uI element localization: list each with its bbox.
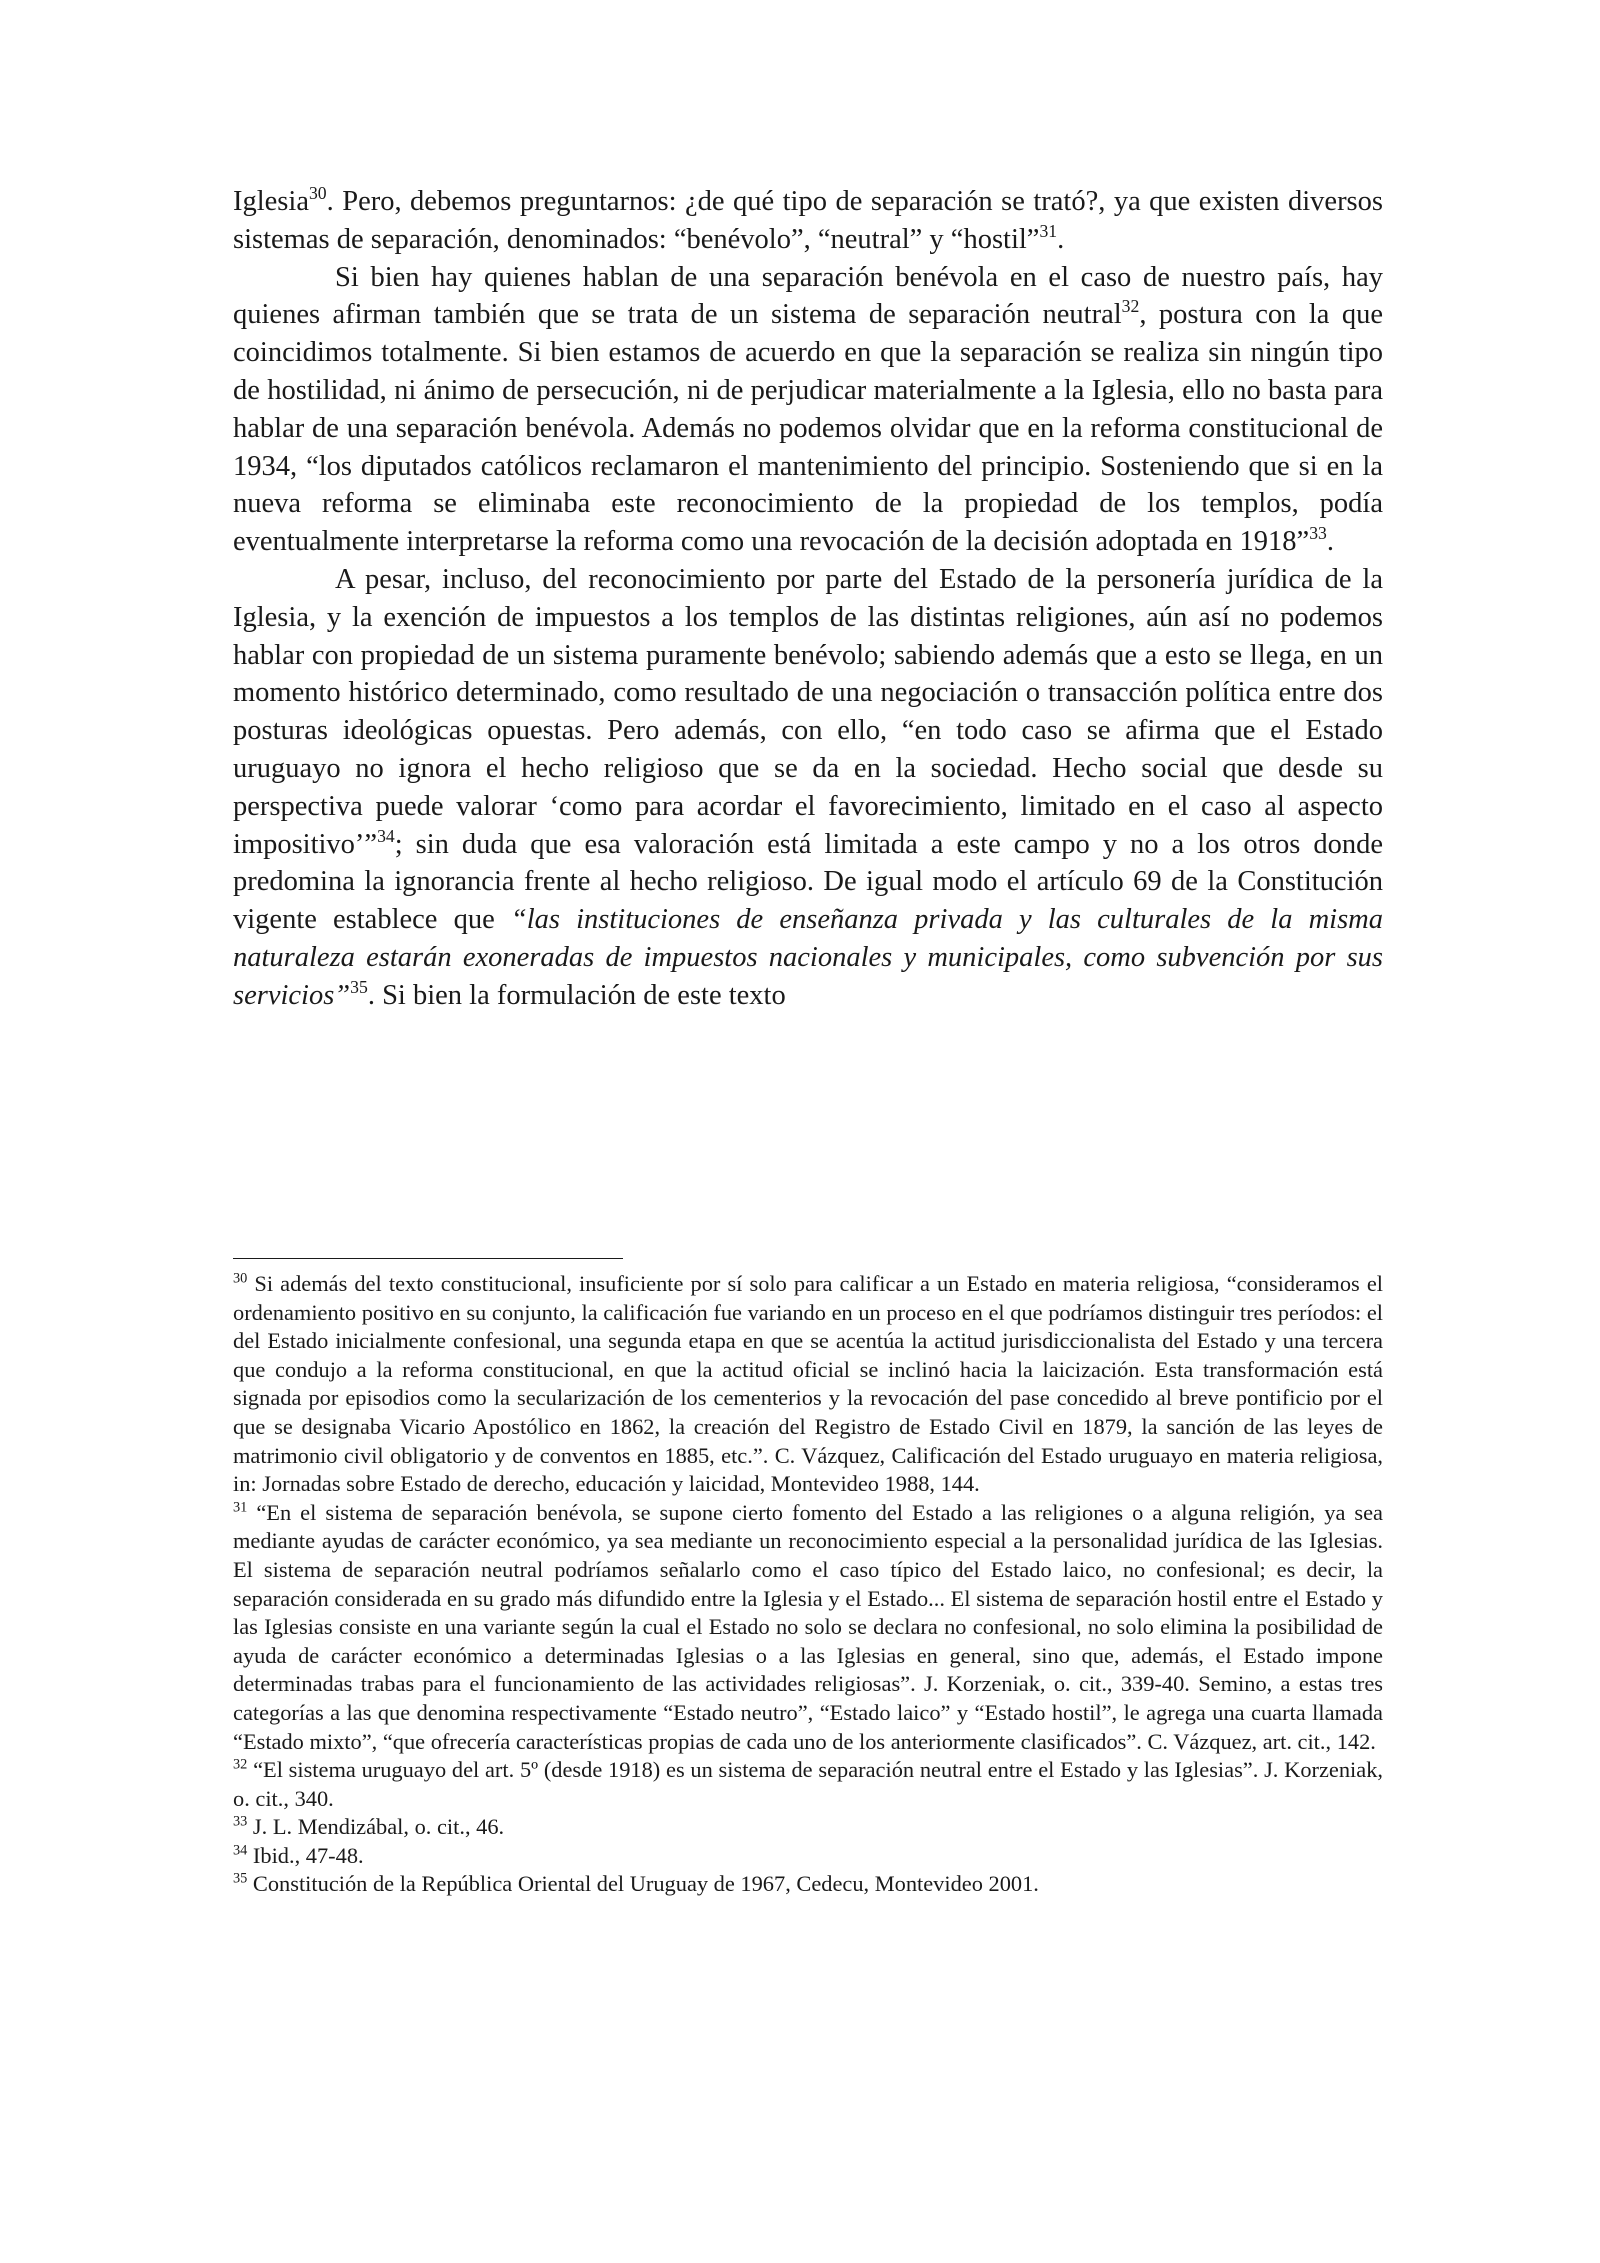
footnote-text: Ibid., 47-48. bbox=[247, 1842, 364, 1868]
footnote-ref-34[interactable]: 34 bbox=[377, 825, 395, 846]
text-run: Si bien hay quienes hablan de una separación benévola en el caso de nuestro país, hay quienes afirman también que se trata de un sistema de separación neutral bbox=[233, 261, 1383, 331]
text-run: ; sin duda que esa valoración está limitada a este campo y no a los otros donde predomina la ignorancia frente al hecho religioso. De igual modo el artículo 69 de la Constitución vigente establece que bbox=[233, 828, 1383, 936]
footnote-separator bbox=[233, 1258, 623, 1259]
footnote-number: 30 bbox=[233, 1270, 248, 1287]
text-run: . bbox=[1057, 223, 1065, 255]
footnote-number: 32 bbox=[233, 1756, 248, 1773]
footnote-ref-31[interactable]: 31 bbox=[1039, 220, 1058, 241]
footnote-33 bbox=[233, 1813, 1383, 1842]
footnote-34 bbox=[233, 1842, 1383, 1871]
text-run: . Pero, debemos preguntarnos: ¿de qué tipo de separación se trató?, ya que existen diversos sistemas de separación, denominados: “benévolo”, “neutral” y “hostil” bbox=[233, 186, 1383, 255]
footnote-number: 33 bbox=[233, 1813, 248, 1830]
footnote-31 bbox=[233, 1499, 1383, 1756]
footnote-text: “El sistema uruguayo del art. 5º (desde 1918) es un sistema de separación neutral entre el Estado y las Iglesias”. J. Korzeniak, o. cit., 340. bbox=[233, 1757, 1383, 1811]
paragraph-2 bbox=[233, 259, 1383, 561]
footnote-ref-30[interactable]: 30 bbox=[308, 183, 327, 204]
text-run: , postura con la que coincidimos totalmente. Si bien estamos de acuerdo en que la separación se realiza sin ningún tipo de hostilidad, ni ánimo de persecución, ni de perjudicar materialmente a la Iglesia, ello no basta para hablar de una separación benévola. Además no podemos olvidar que en la reforma constitucional de 1934, “los diputados católicos reclamaron el mantenimiento del principio. Sosteniendo que si en la nueva reforma se eliminaba este reconocimiento de la propiedad de los templos, podía eventualmente interpretarse la reforma como una revocación de la decisión adoptada en 1918” bbox=[233, 299, 1383, 558]
quoted-constitution-text: “las instituciones de enseñanza privada y las culturales de la misma naturaleza estarán exoneradas de impuestos nacionales y municipales, como subvención por sus servicios” bbox=[233, 904, 1384, 1011]
footnote-32 bbox=[233, 1756, 1383, 1813]
footnote-text: “En el sistema de separación benévola, se supone cierto fomento del Estado a las religiones o a alguna religión, ya sea mediante ayudas de carácter económico, ya sea mediante un reconocimiento especial a la personalidad jurídica de las Iglesias. El sistema de separación neutral podríamos señalarlo como el caso típico del Estado laico, no confesional; es decir, la separación considerada en su grado más difundido entre la Iglesia y el Estado... El sistema de separación hostil entre el Estado y las Iglesias consiste en una variante según la cual el Estado no solo se declara no confesional, no solo elimina la posibilidad de ayuda de carácter económico a determinadas Iglesias o a las Iglesias en general, sino que, además, el Estado impone determinadas trabas para el funcionamiento de las actividades religiosas”. J. Korzeniak, o. cit., 339-40. Semino, a estas tres categorías a las que denomina respectivamente “Estado neutro”, “Estado laico” y “Estado hostil”, le agrega una cuarta llamada “Estado mixto”, “que ofrecería características propias de cada uno de los anteriormente clasificados”. C. Vázquez, art. cit., 142. bbox=[233, 1499, 1383, 1754]
main-text bbox=[233, 183, 1383, 1015]
footnote-ref-32[interactable]: 32 bbox=[1121, 296, 1140, 317]
text-run: A pesar, incluso, del reconocimiento por parte del Estado de la personería jurídica de la Iglesia, y la exención de impuestos a los templos de las distintas religiones, aún así no podemos hablar con propiedad de un sistema puramente benévolo; sabiendo además que a esto se llega, en un momento histórico determinado, como resultado de una negociación o transacción política entre dos posturas ideológicas opuestas. Pero además, con ello, “en todo caso se afirma que el Estado uruguayo no ignora el hecho religioso que se da en la sociedad. Hecho social que desde su perspectiva puede valorar ‘como para acordar el favorecimiento, limitado en el caso al aspecto impositivo’” bbox=[233, 563, 1383, 860]
text-run: . Si bien la formulación de este texto bbox=[367, 979, 786, 1011]
footnote-ref-35[interactable]: 35 bbox=[350, 976, 368, 997]
footnote-text: Constitución de la República Oriental del Uruguay de 1967, Cedecu, Montevideo 2001. bbox=[247, 1871, 1039, 1897]
footnote-number: 34 bbox=[233, 1842, 248, 1859]
footnote-ref-33[interactable]: 33 bbox=[1309, 523, 1327, 544]
footnote-text: Si además del texto constitucional, insuficiente por sí solo para calificar a un Estado en materia religiosa, “consideramos el ordenamiento positivo en su conjunto, la calificación fue variando en un proceso en el que podríamos distinguir tres períodos: el del Estado inicialmente confesional, una segunda etapa en que se acentúa la actitud jurisdiccionalista del Estado y una tercera que condujo a la reforma constitucional, en que la actitud oficial se inclinó hacia la laicización. Esta transformación está signada por episodios como la secularización de los cementerios y la revocación del pase concedido al breve pontificio por el que se designaba Vicario Apostólico en 1862, la creación del Registro de Estado Civil en 1879, la sanción de las leyes de matrimonio civil obligatorio y de conventos en 1885, etc.”. C. Vázquez, Calificación del Estado uruguayo en materia religiosa, in: Jornadas sobre Estado de derecho, educación y laicidad, Montevideo 1988, 144. bbox=[233, 1271, 1383, 1497]
footnote-text: J. L. Mendizábal, o. cit., 46. bbox=[247, 1814, 505, 1840]
paragraph-3 bbox=[233, 561, 1383, 1015]
text-run: Iglesia bbox=[233, 186, 309, 217]
footnote-number: 31 bbox=[233, 1499, 248, 1516]
footnote-30 bbox=[233, 1270, 1383, 1499]
footnote-35 bbox=[233, 1870, 1383, 1899]
text-run: . bbox=[1326, 526, 1334, 558]
paragraph-1 bbox=[233, 183, 1383, 259]
footnotes bbox=[233, 1270, 1383, 1899]
footnote-number: 35 bbox=[233, 1870, 248, 1887]
